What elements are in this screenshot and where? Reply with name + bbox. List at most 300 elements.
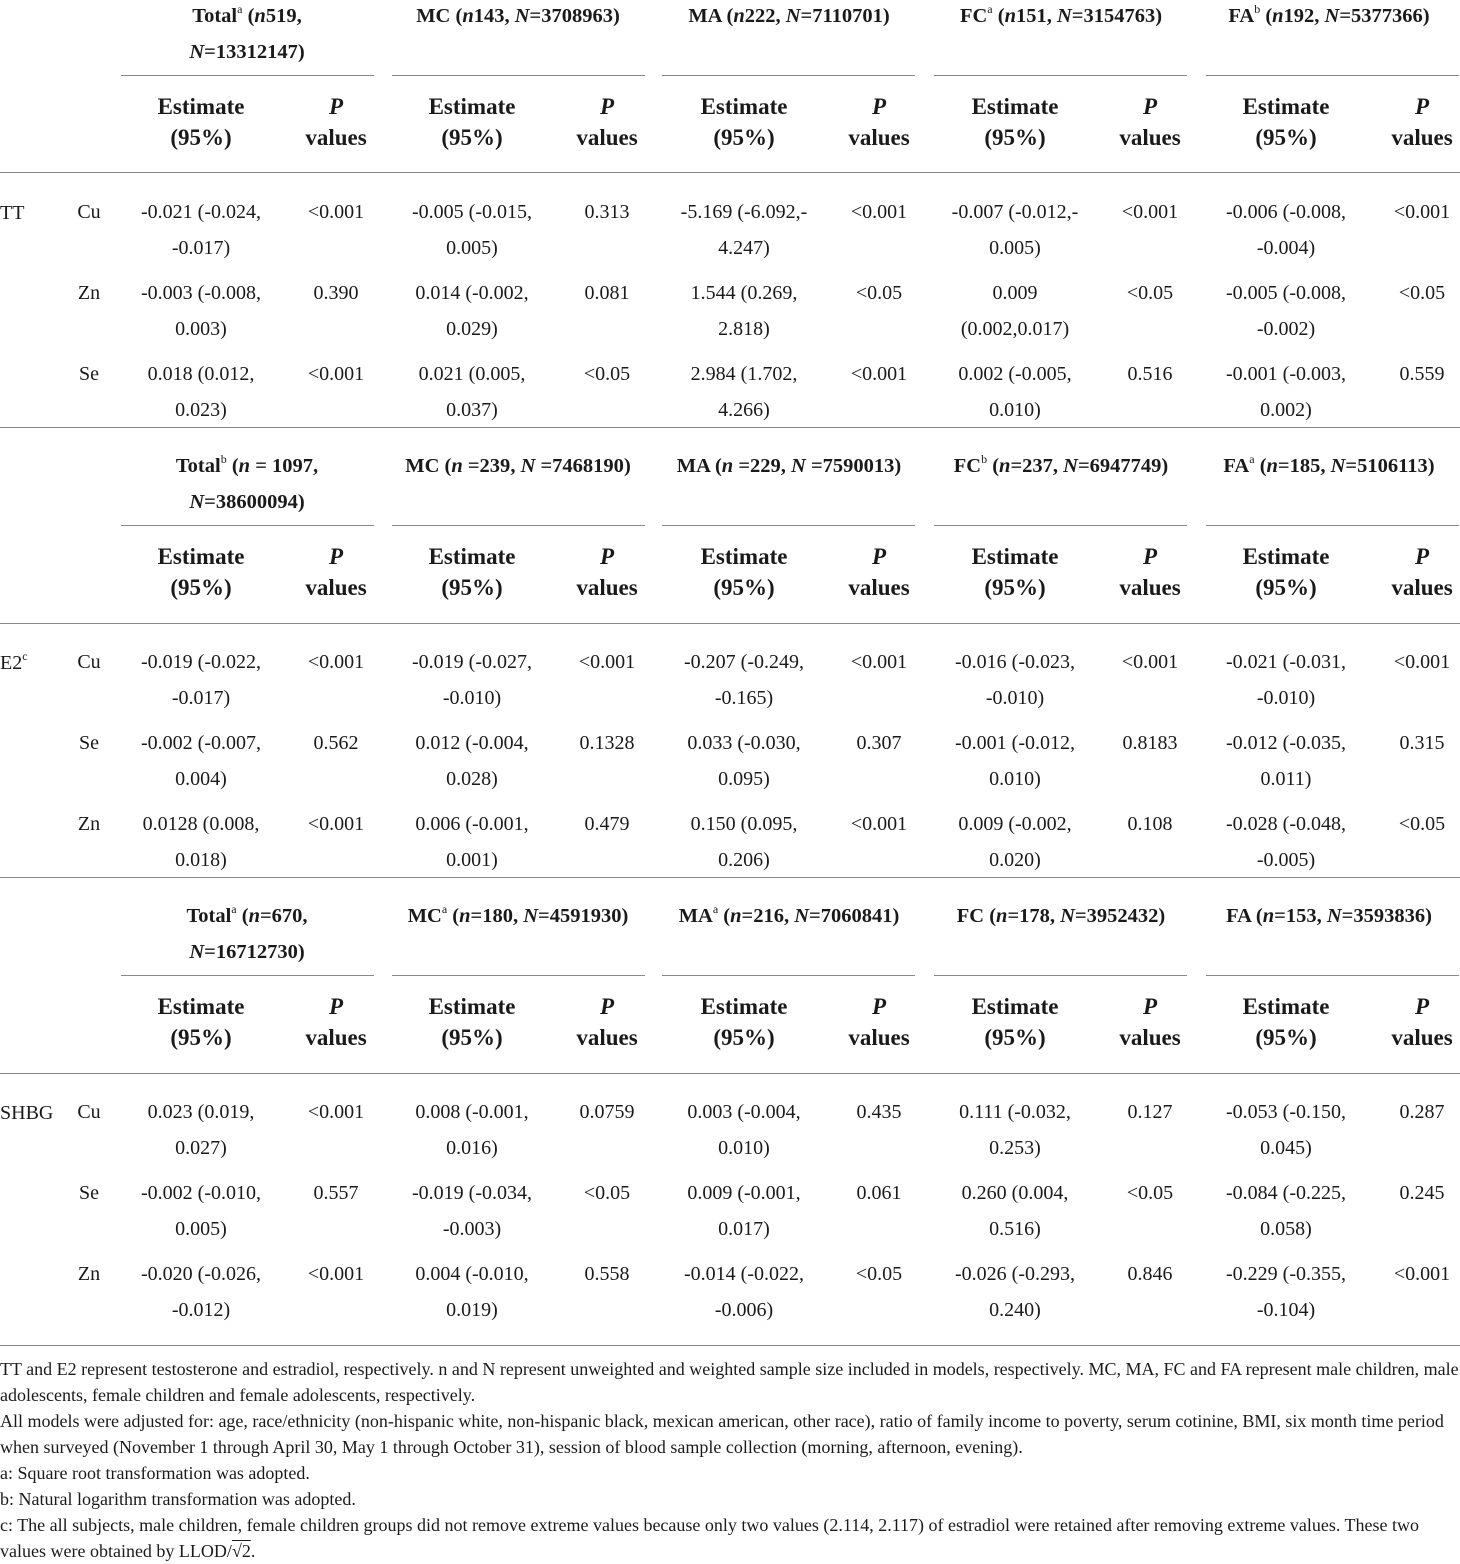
ci-upper-value: 0.002) xyxy=(1260,399,1312,421)
p-label: P xyxy=(871,994,887,1019)
values-label: values xyxy=(848,575,910,600)
ci-label: (95%) xyxy=(1255,575,1317,600)
p-label: P xyxy=(1414,994,1430,1019)
p-value-cell: <0.05 xyxy=(855,282,903,304)
p-value-cell: <0.001 xyxy=(850,813,908,835)
estimate-value: -0.007 (-0.012,- xyxy=(951,201,1079,223)
group-underline xyxy=(934,975,1187,976)
estimate-value: 0.111 (-0.032, xyxy=(959,1101,1071,1123)
estimate-value: -0.016 (-0.023, xyxy=(955,651,1075,673)
p-label: P xyxy=(328,994,344,1019)
group-big-n-value: 3154763 xyxy=(1083,5,1156,27)
estimate-header xyxy=(372,991,572,1053)
estimate-value: -0.229 (-0.355, xyxy=(1226,1263,1346,1285)
estimate-value: -0.001 (-0.012, xyxy=(955,732,1075,754)
estimate-value: 1.544 (0.269, xyxy=(690,282,798,304)
group-underline xyxy=(934,525,1187,526)
table-row xyxy=(0,725,1460,801)
ci-upper-value: 2.818) xyxy=(718,318,770,340)
p-value-cell: <0.001 xyxy=(850,201,908,223)
p-value-cell: 0.245 xyxy=(1399,1182,1445,1204)
estimate-value: -0.019 (-0.034, xyxy=(412,1182,532,1204)
table-row xyxy=(0,194,1460,270)
group-header: $MC^a$ (n=180, N=4591930) xyxy=(407,902,629,927)
estimate-header xyxy=(1186,91,1386,153)
group-header: Total$^a$ (n=670, N=16712730) xyxy=(186,902,308,963)
values-label: values xyxy=(305,1025,367,1050)
hormone-name: SHBG xyxy=(0,1102,54,1124)
group-sup: b xyxy=(1254,2,1261,16)
p-value-cell: 0.557 xyxy=(313,1182,359,1204)
element-label: Se xyxy=(79,732,99,754)
group-big-n-value: 3708963 xyxy=(541,5,613,27)
ci-upper-value: -0.003) xyxy=(442,1218,502,1240)
group-big-n-value: =7590013 xyxy=(805,455,895,477)
p-value-cell: 0.558 xyxy=(584,1263,630,1285)
group-n-value: 519 xyxy=(265,5,297,27)
p-label: P xyxy=(1414,544,1430,569)
p-value-cell: <0.001 xyxy=(578,651,636,673)
group-name: Total xyxy=(192,5,238,27)
group-name: MA xyxy=(678,905,713,927)
ci-upper-value: 0.240) xyxy=(989,1299,1041,1321)
values-label: values xyxy=(1391,125,1453,150)
group-name: FA xyxy=(1223,455,1250,477)
p-value-cell: 0.307 xyxy=(856,732,902,754)
group-sup: a xyxy=(712,902,719,916)
ci-upper-value: 0.020) xyxy=(989,849,1041,871)
ci-upper-value: 0.095) xyxy=(718,768,770,790)
ci-upper-value: 0.027) xyxy=(175,1137,227,1159)
table-row xyxy=(0,644,1460,720)
group-sup: a xyxy=(987,2,993,16)
ci-label: (95%) xyxy=(984,125,1046,150)
estimate-header xyxy=(1186,541,1386,603)
ci-upper-value: 0.010) xyxy=(989,768,1041,790)
values-label: values xyxy=(848,1025,910,1050)
group-big-n-value: =4591930 xyxy=(538,905,622,927)
group-sup: b xyxy=(981,452,988,466)
estimate-value: 0.003 (-0.004, xyxy=(687,1101,801,1123)
table-row xyxy=(0,275,1460,351)
ci-upper-value: 0.010) xyxy=(718,1137,770,1159)
ci-upper-value: -0.012) xyxy=(171,1299,231,1321)
ci-upper-value: 0.058) xyxy=(1260,1218,1312,1240)
p-label: P xyxy=(1414,94,1430,119)
element-label: Cu xyxy=(77,201,101,223)
p-label: P xyxy=(599,94,615,119)
group-name: FC xyxy=(953,455,982,477)
values-label: values xyxy=(1119,575,1181,600)
p-value-cell: 0.0759 xyxy=(579,1101,635,1123)
p-value-cell: <0.001 xyxy=(850,363,908,385)
group-big-n-value: 38600094 xyxy=(215,491,298,513)
p-value-cell: <0.001 xyxy=(1121,651,1179,673)
estimate-value: -0.005 (-0.008, xyxy=(1226,282,1346,304)
ci-upper-value: -0.004) xyxy=(1256,237,1316,259)
group-sup: b xyxy=(220,452,227,466)
ci-upper-value: 0.001) xyxy=(446,849,498,871)
estimate-value: 0.006 (-0.001, xyxy=(415,813,529,835)
estimate-header xyxy=(101,991,301,1053)
estimate-value: -0.002 (-0.007, xyxy=(141,732,261,754)
group-sup: a xyxy=(1249,452,1255,466)
estimate-label: Estimate xyxy=(971,94,1059,119)
group-header: $MA^a$ (n=216, N=7060841) xyxy=(678,902,900,927)
ci-upper-value: -0.006) xyxy=(714,1299,774,1321)
section-tt xyxy=(0,0,1460,450)
estimate-value: -0.019 (-0.022, xyxy=(141,651,261,673)
ci-upper-value: -0.010) xyxy=(442,687,502,709)
p-value-cell: 0.390 xyxy=(313,282,359,304)
section-shbg xyxy=(0,900,1460,1350)
estimate-value: -0.021 (-0.031, xyxy=(1226,651,1346,673)
estimate-header xyxy=(915,91,1115,153)
group-n-value: =239 xyxy=(462,455,511,477)
ci-upper-value: -0.010) xyxy=(985,687,1045,709)
estimate-value: -0.084 (-0.225, xyxy=(1226,1182,1346,1204)
group-underline xyxy=(392,75,645,76)
ci-label: (95%) xyxy=(713,125,775,150)
p-value-cell: 0.559 xyxy=(1399,363,1445,385)
p-label: P xyxy=(871,94,887,119)
group-name: MC xyxy=(416,5,451,27)
estimate-value: -0.019 (-0.027, xyxy=(412,651,532,673)
ci-label: (95%) xyxy=(1255,1025,1317,1050)
group-header: FC (n=178, N=3952432) xyxy=(956,905,1166,927)
p-value-cell: <0.05 xyxy=(855,1263,903,1285)
group-header: $FC^b$ (n=237, N=6947749) xyxy=(953,452,1169,477)
ci-upper-value: 0.011) xyxy=(1260,768,1312,790)
estimate-value: 0.0128 (0.008, xyxy=(142,813,260,835)
estimate-header xyxy=(1186,991,1386,1053)
estimate-value: 0.150 (0.095, xyxy=(690,813,798,835)
estimate-value: 0.004 (-0.010, xyxy=(415,1263,529,1285)
estimate-value: -0.020 (-0.026, xyxy=(141,1263,261,1285)
estimate-value: 0.014 (-0.002, xyxy=(415,282,529,304)
section-rule xyxy=(0,1345,1460,1346)
header-rule xyxy=(0,172,1460,173)
group-n-value: = 1097 xyxy=(250,455,313,477)
ci-upper-value: -0.005) xyxy=(1256,849,1316,871)
section-rule xyxy=(0,427,1460,428)
estimate-label: Estimate xyxy=(1242,544,1330,569)
ci-upper-value: 0.018) xyxy=(175,849,227,871)
estimate-label: Estimate xyxy=(700,94,788,119)
ci-upper-value: -0.002) xyxy=(1256,318,1316,340)
estimate-value: 0.012 (-0.004, xyxy=(415,732,529,754)
p-value-cell: 0.081 xyxy=(584,282,630,304)
estimate-header xyxy=(372,91,572,153)
estimate-label: Estimate xyxy=(1242,94,1330,119)
p-label: P xyxy=(599,994,615,1019)
estimate-value: 0.002 (-0.005, xyxy=(958,363,1072,385)
estimate-label: Estimate xyxy=(157,994,245,1019)
hormone-name: TT xyxy=(0,202,25,224)
ci-label: (95%) xyxy=(984,575,1046,600)
footnote-b: b: Natural logarithm transformation was adopted. xyxy=(0,1489,356,1509)
group-header: MC (n =239, N =7468190) xyxy=(405,455,631,477)
element-label: Zn xyxy=(77,813,101,835)
group-big-n-value: 5377366 xyxy=(1351,5,1423,27)
values-label: values xyxy=(1391,575,1453,600)
ci-label: (95%) xyxy=(170,1025,232,1050)
group-name: FA xyxy=(1226,905,1251,927)
ci-label: (95%) xyxy=(713,575,775,600)
group-big-n-value: =3952432 xyxy=(1074,905,1159,927)
values-label: values xyxy=(1119,125,1181,150)
group-big-n-value: =7060841 xyxy=(809,905,893,927)
element-label: Se xyxy=(79,363,99,385)
ci-label: (95%) xyxy=(984,1025,1046,1050)
ci-upper-value: 0.005) xyxy=(175,1218,227,1240)
ci-upper-value: 0.003) xyxy=(175,318,227,340)
estimate-value: 0.008 (-0.001, xyxy=(415,1101,529,1123)
p-value-cell: <0.001 xyxy=(307,201,365,223)
p-value-cell: <0.001 xyxy=(307,363,365,385)
p-value-cell: 0.313 xyxy=(584,201,630,223)
group-header: FA (n=153, N=3593836) xyxy=(1226,905,1432,927)
p-values-header xyxy=(1367,91,1460,153)
table-row xyxy=(0,1094,1460,1170)
p-value-cell: <0.05 xyxy=(1126,282,1174,304)
ci-upper-value: -0.104) xyxy=(1256,1299,1316,1321)
ci-upper-value: 0.010) xyxy=(989,399,1041,421)
group-name: MC xyxy=(405,455,440,477)
ci-label: (95%) xyxy=(441,575,503,600)
p-values-header xyxy=(1367,991,1460,1053)
estimate-value: 0.009 (-0.002, xyxy=(958,813,1072,835)
ci-label: (95%) xyxy=(441,1025,503,1050)
group-header: $FC^a$ (n151, N=3154763) xyxy=(959,2,1163,27)
ci-upper-value: 0.516) xyxy=(989,1218,1041,1240)
element-label: Cu xyxy=(77,651,101,673)
p-value-cell: <0.001 xyxy=(307,1101,365,1123)
p-values-header xyxy=(1367,541,1460,603)
p-label: P xyxy=(1142,94,1158,119)
group-sup: a xyxy=(237,2,243,16)
group-big-n-value: =3593836 xyxy=(1341,905,1426,927)
ci-upper-value: 0.206) xyxy=(718,849,770,871)
p-value-cell: <0.001 xyxy=(850,651,908,673)
group-name: FC xyxy=(959,5,988,27)
header-rule xyxy=(0,623,1460,624)
group-n-value: 192 xyxy=(1283,5,1315,27)
footnote-a: a: Square root transformation was adopted. xyxy=(0,1463,310,1483)
group-n-value: =180 xyxy=(470,905,513,927)
footnote-c-text: c: The all subjects, male children, female children groups did not remove extreme values because only two values (2.114, 2.117) of estradiol were retained after removing extreme values. These two values were obtained by LLOD/ xyxy=(0,1515,1420,1561)
estimate-label: Estimate xyxy=(971,994,1059,1019)
p-value-cell: <0.05 xyxy=(583,363,631,385)
group-underline xyxy=(934,75,1187,76)
values-label: values xyxy=(576,125,638,150)
p-value-cell: 0.8183 xyxy=(1122,732,1178,754)
ci-label: (95%) xyxy=(441,125,503,150)
ci-upper-value: (0.002,0.017) xyxy=(960,318,1070,340)
group-big-n-value: =5106113 xyxy=(1345,455,1428,477)
estimate-label: Estimate xyxy=(157,94,245,119)
group-big-n-value: 13312147 xyxy=(215,41,298,63)
estimate-label: Estimate xyxy=(971,544,1059,569)
group-sup: a xyxy=(231,902,237,916)
section-e2 xyxy=(0,450,1460,900)
estimate-value: -0.001 (-0.003, xyxy=(1226,363,1346,385)
p-value-cell: <0.001 xyxy=(1121,201,1179,223)
estimate-value: -0.003 (-0.008, xyxy=(141,282,261,304)
group-big-n-value: 7110701 xyxy=(812,5,883,27)
p-value-cell: <0.05 xyxy=(1126,1182,1174,1204)
footnote-abbreviations: TT and E2 represent testosterone and estradiol, respectively. n and N represent unweighted and weighted sample size included in models, respectively. MC, MA, FC and FA represent male children, male adolescents, female children and female adolescents, respectively. xyxy=(0,1359,1459,1405)
p-value-cell: 0.479 xyxy=(584,813,630,835)
footnote-c-end: . xyxy=(250,1541,256,1561)
ci-upper-value: 0.016) xyxy=(446,1137,498,1159)
group-n-value: 151 xyxy=(1015,5,1047,27)
footnote-c xyxy=(0,1512,1460,1564)
p-value-cell: 0.108 xyxy=(1127,813,1173,835)
estimate-header xyxy=(644,991,844,1053)
table-row xyxy=(0,1175,1460,1251)
p-value-cell: 0.315 xyxy=(1399,732,1445,754)
values-label: values xyxy=(305,575,367,600)
group-name: FA xyxy=(1228,5,1255,27)
group-n-value: =670, xyxy=(259,905,308,927)
table-row xyxy=(0,356,1460,432)
estimate-header xyxy=(915,991,1115,1053)
group-underline xyxy=(392,975,645,976)
p-value-cell: <0.001 xyxy=(307,813,365,835)
estimate-label: Estimate xyxy=(157,544,245,569)
ci-upper-value: -0.010) xyxy=(1256,687,1316,709)
footnote-c-radical: √2 xyxy=(231,1541,251,1561)
group-big-n-value: =6947749 xyxy=(1077,455,1162,477)
group-n-value: =178 xyxy=(1007,905,1050,927)
estimate-value: 0.023 (0.019, xyxy=(147,1101,255,1123)
values-label: values xyxy=(1119,1025,1181,1050)
values-label: values xyxy=(576,1025,638,1050)
ci-upper-value: 0.045) xyxy=(1260,1137,1312,1159)
element-label: Zn xyxy=(77,282,101,304)
ci-upper-value: 0.023) xyxy=(175,399,227,421)
p-value-cell: 0.562 xyxy=(313,732,359,754)
estimate-value: -0.028 (-0.048, xyxy=(1226,813,1346,835)
ci-upper-value: 4.266) xyxy=(718,399,770,421)
ci-upper-value: -0.017) xyxy=(171,687,231,709)
group-underline xyxy=(121,75,374,76)
estimate-value: 2.984 (1.702, xyxy=(690,363,798,385)
estimate-label: Estimate xyxy=(428,94,516,119)
group-name: Total xyxy=(175,455,221,477)
group-n-value: =237 xyxy=(1010,455,1053,477)
hormone-sup: c xyxy=(22,649,28,663)
group-name: MA xyxy=(676,455,710,477)
group-n-value: =185 xyxy=(1277,455,1321,477)
group-underline xyxy=(121,525,374,526)
group-n-value: =229 xyxy=(733,455,781,477)
ci-upper-value: 0.005) xyxy=(989,237,1041,259)
table-row xyxy=(0,806,1460,882)
values-label: values xyxy=(1391,1025,1453,1050)
estimate-label: Estimate xyxy=(700,994,788,1019)
group-name: MC xyxy=(407,905,442,927)
p-value-cell: <0.05 xyxy=(1398,282,1446,304)
p-value-cell: <0.001 xyxy=(307,651,365,673)
p-value-cell: <0.001 xyxy=(1393,201,1451,223)
ci-upper-value: 0.029) xyxy=(446,318,498,340)
p-value-cell: 0.287 xyxy=(1399,1101,1445,1123)
values-label: values xyxy=(576,575,638,600)
p-label: P xyxy=(871,544,887,569)
p-value-cell: <0.001 xyxy=(307,1263,365,1285)
p-value-cell: 0.435 xyxy=(856,1101,902,1123)
p-value-cell: 0.061 xyxy=(856,1182,902,1204)
group-header: $FA^a$ (n=185, N=5106113) xyxy=(1223,452,1435,477)
estimate-header xyxy=(101,541,301,603)
group-big-n-value: =16712730 xyxy=(204,941,298,963)
group-underline xyxy=(662,75,915,76)
estimate-header xyxy=(915,541,1115,603)
ci-upper-value: 0.019) xyxy=(446,1299,498,1321)
estimate-value: -5.169 (-6.092,- xyxy=(680,201,808,223)
group-underline xyxy=(662,525,915,526)
p-label: P xyxy=(328,94,344,119)
group-underline xyxy=(1206,975,1459,976)
ci-upper-value: 0.037) xyxy=(446,399,498,421)
p-label: P xyxy=(1142,994,1158,1019)
p-label: P xyxy=(599,544,615,569)
p-value-cell: 0.516 xyxy=(1127,363,1173,385)
ci-upper-value: 0.004) xyxy=(175,768,227,790)
section-rule xyxy=(0,877,1460,878)
group-underline xyxy=(1206,525,1459,526)
ci-label: (95%) xyxy=(1255,125,1317,150)
estimate-value: 0.009 (-0.001, xyxy=(687,1182,801,1204)
group-header: MC (n143, N=3708963) xyxy=(416,5,620,27)
ci-upper-value: -0.017) xyxy=(171,237,231,259)
estimate-value: -0.005 (-0.015, xyxy=(412,201,532,223)
element-label: Cu xyxy=(77,1101,101,1123)
p-value-cell: <0.05 xyxy=(1398,813,1446,835)
ci-upper-value: 0.253) xyxy=(989,1137,1041,1159)
group-header: Total$^b$ (n = 1097, N=38600094) xyxy=(175,452,319,513)
estimate-header xyxy=(644,91,844,153)
p-value-cell: 0.127 xyxy=(1127,1101,1173,1123)
group-sup: a xyxy=(441,902,448,916)
estimate-value: -0.012 (-0.035, xyxy=(1226,732,1346,754)
estimate-value: 0.009 xyxy=(992,282,1038,304)
estimate-value: -0.006 (-0.008, xyxy=(1226,201,1346,223)
estimate-label: Estimate xyxy=(700,544,788,569)
estimate-value: -0.026 (-0.293, xyxy=(955,1263,1075,1285)
group-header: $FA^b$ (n192, N=5377366) xyxy=(1228,2,1430,27)
group-name: FC xyxy=(956,905,985,927)
group-n-value: =153 xyxy=(1274,905,1317,927)
group-underline xyxy=(392,525,645,526)
ci-upper-value: -0.165) xyxy=(714,687,774,709)
ci-upper-value: 0.005) xyxy=(446,237,498,259)
ci-upper-value: 0.017) xyxy=(718,1218,770,1240)
group-n-value: 222 xyxy=(744,5,776,27)
estimate-label: Estimate xyxy=(428,994,516,1019)
hormone-name: E2 xyxy=(0,652,23,674)
group-header: Total$^a$ (n519, N=13312147) xyxy=(189,2,305,63)
p-value-cell: <0.05 xyxy=(583,1182,631,1204)
ci-label: (95%) xyxy=(713,1025,775,1050)
estimate-label: Estimate xyxy=(428,544,516,569)
estimate-header xyxy=(101,91,301,153)
group-header: MA (n222, N=7110701) xyxy=(688,5,890,27)
ci-upper-value: 4.247) xyxy=(718,237,770,259)
group-name: MA xyxy=(688,5,722,27)
